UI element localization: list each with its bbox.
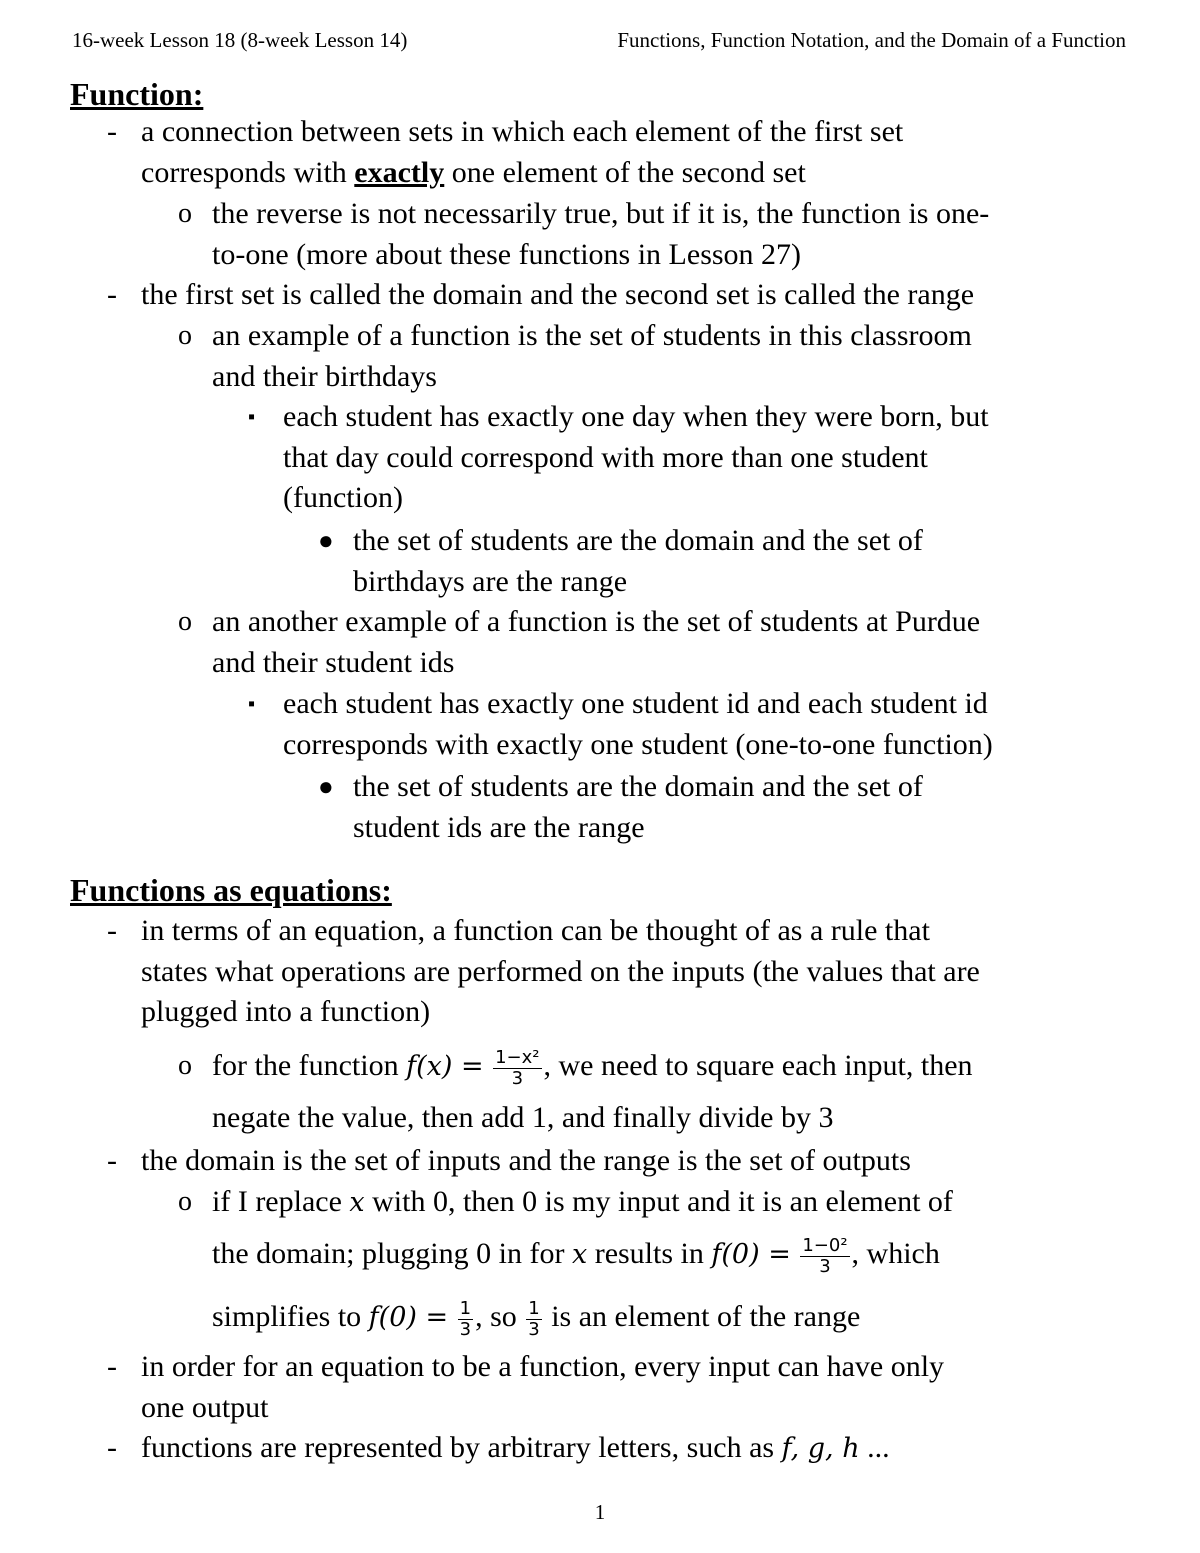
dot-bullet: ● bbox=[318, 772, 334, 801]
heading-functions-as-equations: Functions as equations: bbox=[70, 872, 392, 908]
dash-bullet: - bbox=[107, 115, 117, 148]
circle-bullet: o bbox=[178, 198, 192, 229]
dash-bullet: - bbox=[107, 914, 117, 947]
fraction: $\frac{1}{3}$ bbox=[528, 1297, 540, 1340]
page-number: 1 bbox=[594, 1500, 606, 1524]
fraction: $\frac{\text{1−0²}}{3}$ bbox=[802, 1234, 848, 1277]
dash-bullet: - bbox=[107, 1350, 117, 1383]
function-letters: f, g, h bbox=[781, 1433, 860, 1464]
header-right: Functions, Function Notation, and the Domain of a Function bbox=[617, 28, 1126, 52]
definition-line1: a connection between sets in which each element of the first set bbox=[141, 115, 904, 148]
fraction: $\frac{\text{1−x²}}{3}$ bbox=[495, 1046, 540, 1089]
circle-bullet: o bbox=[178, 1186, 192, 1217]
square-bullet: ▪ bbox=[248, 406, 256, 428]
circle-bullet: o bbox=[178, 320, 192, 351]
circle-bullet: o bbox=[178, 606, 192, 637]
function-notation: f(x) = bbox=[406, 1051, 484, 1082]
dash-bullet: - bbox=[107, 1144, 117, 1177]
dash-bullet: - bbox=[107, 278, 117, 311]
fraction: $\frac{1}{3}$ bbox=[459, 1297, 472, 1340]
square-bullet: ▪ bbox=[248, 693, 256, 715]
header-left: 16-week Lesson 18 (8-week Lesson 14) bbox=[72, 28, 408, 52]
dot-bullet: ● bbox=[318, 526, 334, 555]
heading-function: Function: bbox=[70, 76, 204, 112]
dash-bullet: - bbox=[107, 1431, 117, 1464]
circle-bullet: o bbox=[178, 1050, 192, 1081]
emphasis-exactly: exactly bbox=[354, 155, 445, 189]
